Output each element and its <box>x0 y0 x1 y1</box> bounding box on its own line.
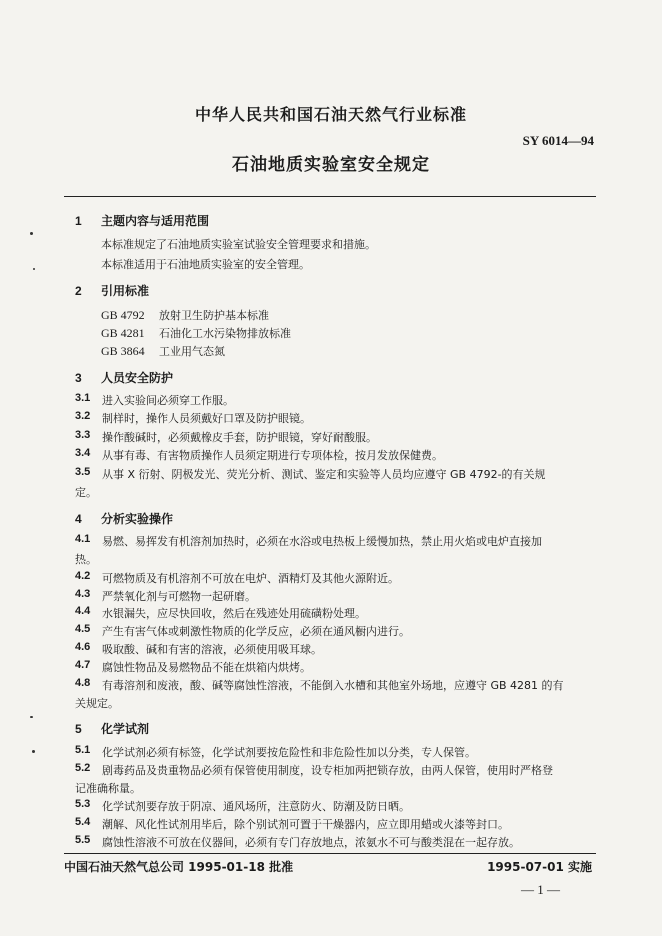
reference-name: 工业用气态氮 <box>159 345 225 358</box>
clause-number: 3.2 <box>75 410 91 422</box>
section-2-heading <box>75 282 149 299</box>
section-title: 主题内容与适用范围 <box>101 214 210 228</box>
clause-item <box>75 410 605 426</box>
clause-text: 有毒溶剂和废液，酸、碱等腐蚀性溶液，不能倒入水槽和其他室外场地，应遵守 GB 4281 的有 <box>102 679 564 692</box>
clause-item <box>75 659 605 675</box>
clause-item <box>75 605 605 621</box>
section-3-heading <box>75 369 173 386</box>
clause-number: 5.2 <box>75 762 91 774</box>
clause-text: 易燃、易挥发有机溶剂加热时，必须在水浴或电热板上缓慢加热，禁止用火焰或电炉直接加 <box>102 535 542 548</box>
reference-code: GB 4281 <box>101 326 145 340</box>
section-number: 2 <box>75 284 82 298</box>
clause-text: 水银漏失，应尽快回收，然后在残迹处用硫磺粉处理。 <box>102 607 366 620</box>
section-title: 人员安全防护 <box>101 371 174 385</box>
clause-text: 产生有害气体或刺激性物质的化学反应，必须在通风橱内进行。 <box>102 625 410 638</box>
clause-number: 5.1 <box>75 744 91 756</box>
clause-number: 3.1 <box>75 392 91 404</box>
clause-continuation: 定。 <box>75 486 97 499</box>
section-number: 1 <box>75 214 82 228</box>
standard-code: SY 6014—94 <box>522 133 594 148</box>
clause-number: 3.3 <box>75 429 91 441</box>
clause-text: 制样时，操作人员须戴好口罩及防护眼镜。 <box>102 412 311 425</box>
page-number: — 1 — <box>521 882 560 897</box>
scan-speck <box>33 268 35 270</box>
clause-text: 吸取酸、碱和有害的溶液，必须使用吸耳球。 <box>102 643 322 656</box>
clause-item <box>75 641 605 657</box>
clause-number: 3.4 <box>75 447 91 459</box>
clause-text: 化学试剂要存放于阴凉、通风场所，注意防火、防潮及防日晒。 <box>102 800 410 813</box>
clause-text: 化学试剂必须有标签，化学试剂要按危险性和非危险性加以分类，专人保管。 <box>102 746 476 759</box>
clause-number: 4.1 <box>75 533 91 545</box>
reference-item <box>101 325 291 341</box>
clause-item <box>75 447 605 463</box>
clause-item <box>75 744 605 760</box>
reference-code: GB 4792 <box>101 308 145 322</box>
section-title: 化学试剂 <box>101 722 150 736</box>
section-4-heading <box>75 510 173 527</box>
clause-number: 4.7 <box>75 659 91 671</box>
section-number: 4 <box>75 512 82 526</box>
clause-continuation: 热。 <box>75 553 97 566</box>
clause-number: 4.8 <box>75 677 91 689</box>
clause-text: 腐蚀性物品及易燃物品不能在烘箱内烘烤。 <box>102 661 311 674</box>
effective-date: 1995-07-01 实施 <box>487 860 592 874</box>
section-number: 5 <box>75 722 82 736</box>
clause-continuation: 关规定。 <box>75 697 119 710</box>
clause-text: 剧毒药品及贵重物品必须有保管使用制度，设专柜加两把锁存放，由两人保管，使用时严格登 <box>102 764 553 777</box>
clause-number: 3.5 <box>75 466 91 478</box>
clause-item <box>75 834 605 850</box>
clause-number: 4.3 <box>75 588 91 600</box>
reference-item <box>101 343 225 359</box>
section-1-heading <box>75 212 209 229</box>
section-5-heading <box>75 720 149 737</box>
document-title: 石油地质实验室安全规定 <box>232 155 430 175</box>
approval-line: 中国石油天然气总公司 1995-01-18 批准 <box>64 860 294 874</box>
clause-text: 从事 X 衍射、阴极发光、荧光分析、测试、鉴定和实验等人员均应遵守 GB 4792-的有关规 <box>102 468 546 481</box>
clause-item <box>75 466 605 482</box>
clause-text: 腐蚀性溶液不可放在仪器间，必须有专门存放地点，浓氨水不可与酸类混在一起存放。 <box>102 836 520 849</box>
clause-text: 进入实验间必须穿工作服。 <box>102 394 234 407</box>
section-title: 分析实验操作 <box>101 512 174 526</box>
header-divider <box>64 196 596 197</box>
clause-number: 5.5 <box>75 834 91 846</box>
clause-number: 5.4 <box>75 816 91 828</box>
clause-text: 潮解、风化性试剂用毕后，除个别试剂可置于干燥器内，应立即用蜡或火漆等封口。 <box>102 818 509 831</box>
section-title: 引用标准 <box>101 284 150 298</box>
clause-item <box>75 429 605 445</box>
clause-number: 4.4 <box>75 605 91 617</box>
clause-item <box>75 816 605 832</box>
reference-name: 放射卫生防护基本标准 <box>159 309 269 322</box>
scan-speck <box>30 232 33 235</box>
clause-item <box>75 798 605 814</box>
clause-text: 从事有毒、有害物质操作人员须定期进行专项体检，按月发放保健费。 <box>102 449 443 462</box>
footer-divider <box>64 853 596 854</box>
reference-item <box>101 307 269 323</box>
clause-number: 4.2 <box>75 570 91 582</box>
clause-item <box>75 533 605 549</box>
standard-category-title: 中华人民共和国石油天然气行业标准 <box>194 105 467 124</box>
clause-number: 5.3 <box>75 798 91 810</box>
paragraph: 本标准规定了石油地质实验室试验安全管理要求和措施。 <box>101 238 376 251</box>
clause-text: 严禁氧化剂与可燃物一起研磨。 <box>102 590 256 603</box>
clause-item <box>75 570 605 586</box>
section-number: 3 <box>75 371 82 385</box>
clause-item <box>75 677 605 693</box>
clause-item <box>75 623 605 639</box>
clause-item <box>75 392 605 408</box>
clause-continuation: 记准确称量。 <box>75 782 141 795</box>
clause-item <box>75 588 605 604</box>
paragraph: 本标准适用于石油地质实验室的安全管理。 <box>101 258 310 271</box>
clause-text: 可燃物质及有机溶剂不可放在电炉、酒精灯及其他火源附近。 <box>102 572 399 585</box>
scan-speck <box>30 716 33 718</box>
scan-speck <box>32 750 35 753</box>
reference-name: 石油化工水污染物排放标准 <box>159 327 291 340</box>
clause-text: 操作酸碱时，必须戴橡皮手套，防护眼镜，穿好耐酸服。 <box>102 431 377 444</box>
clause-number: 4.5 <box>75 623 91 635</box>
clause-number: 4.6 <box>75 641 91 653</box>
reference-code: GB 3864 <box>101 344 145 358</box>
clause-item <box>75 762 605 778</box>
